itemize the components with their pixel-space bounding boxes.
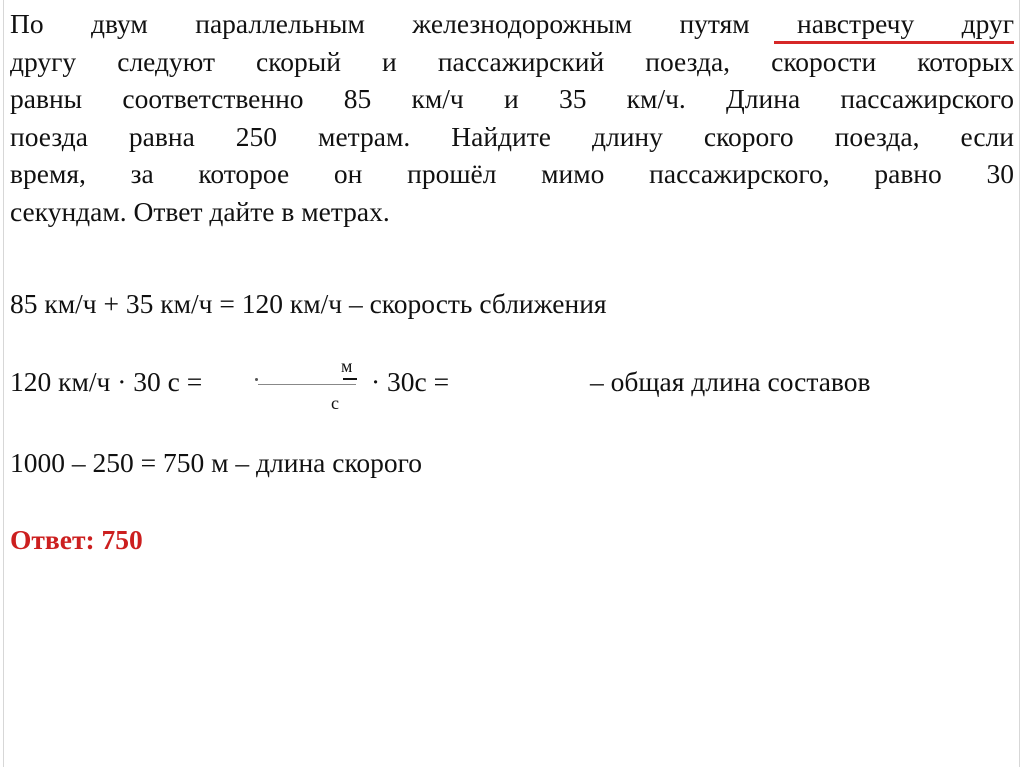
- answer-label: Ответ: 750: [10, 524, 143, 555]
- problem-line: другу следуют скорый и пассажирский поезда, скорости которых: [10, 45, 1014, 77]
- solution-step-2-mid: · 30с =: [371, 366, 450, 397]
- problem-line: время, за которое он прошёл мимо пассажирского, равно 30: [10, 158, 1014, 189]
- solution-step-2-left: 120 км/ч · 30 с =: [10, 366, 203, 397]
- solution-step-1: 85 км/ч + 35 км/ч = 120 км/ч – скорость сближения: [10, 288, 607, 319]
- problem-line: секундам. Ответ дайте в метрах.: [10, 195, 390, 227]
- highlight-underline: [774, 41, 1014, 44]
- fraction-bar: [343, 378, 357, 380]
- solution-step-3: 1000 – 250 = 750 м – длина скорого: [10, 447, 423, 478]
- problem-line: поезда равна 250 метрам. Найдите длину скорого поезда, если: [10, 120, 1014, 152]
- slide-right-border: [1019, 0, 1020, 767]
- unit-numerator: м: [341, 356, 353, 376]
- solution-step-2-right: – общая длина составов: [590, 366, 871, 397]
- problem-text: [10, 5, 1014, 230]
- placeholder-dot: [255, 378, 258, 381]
- slide-left-border: [3, 0, 4, 767]
- fraction-line: [258, 384, 356, 385]
- problem-line: По двум параллельным железнодорожным путям навстречу друг: [10, 8, 1014, 39]
- problem-line: равны соответственно 85 км/ч и 35 км/ч. Длина пассажирского: [10, 83, 1014, 114]
- unit-denominator: с: [331, 393, 339, 413]
